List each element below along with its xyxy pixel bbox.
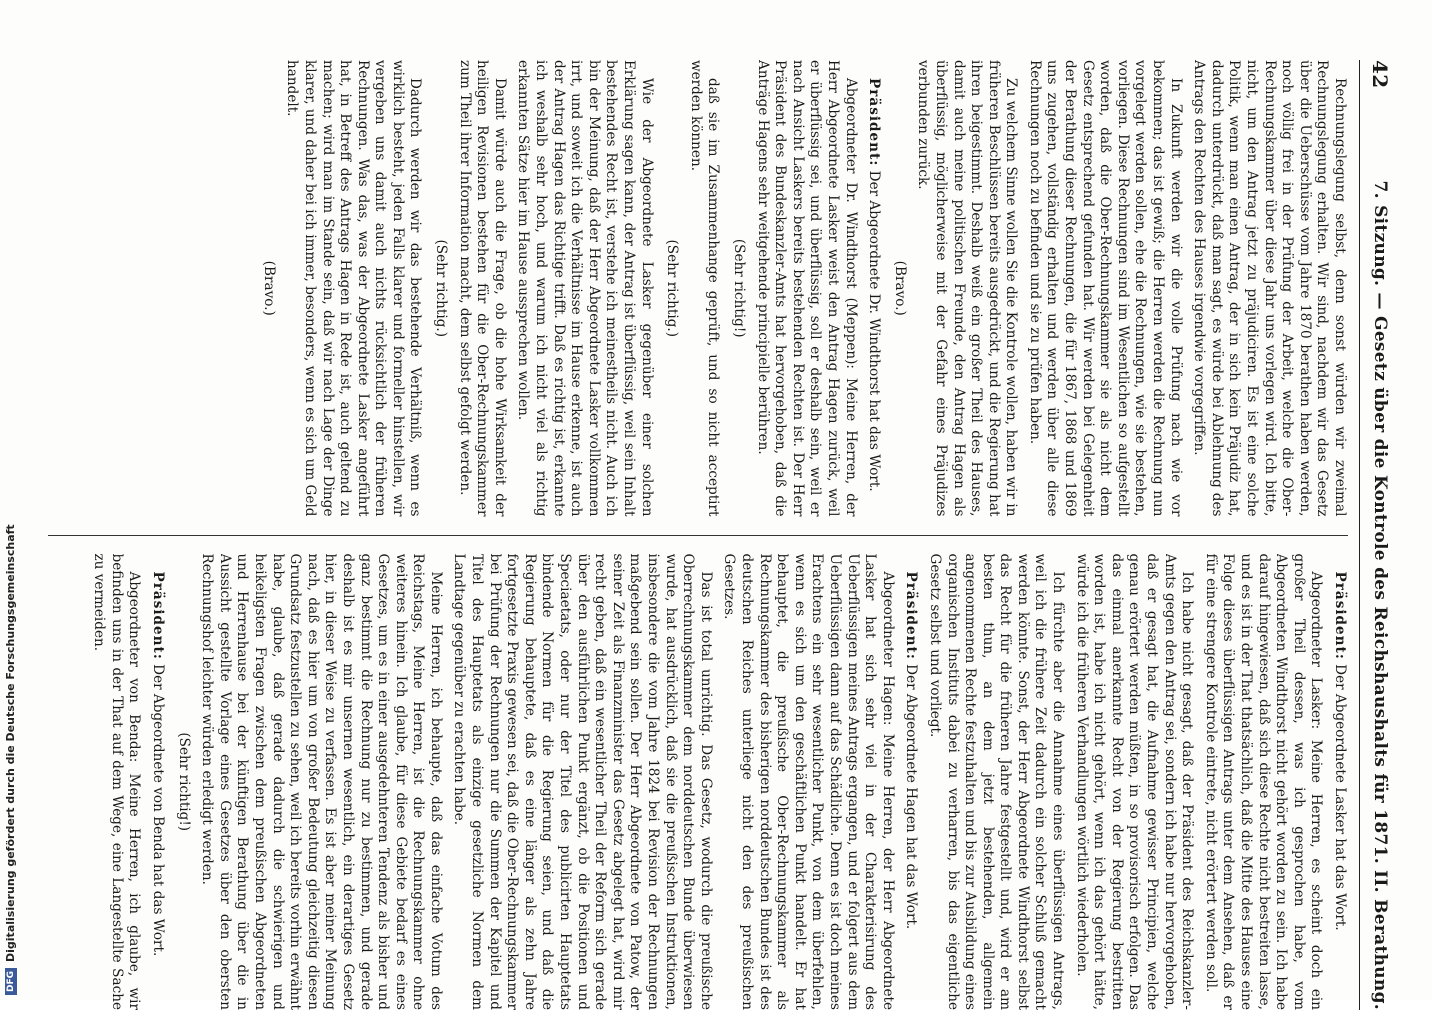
paragraph — [1330, 554, 1348, 1010]
interjection: (Sehr richtig!) — [729, 60, 747, 517]
paragraph: Zu welchem Sinne wollen Sie die Kontrole wollen, haben wir in früheren Beschlüssen bereits ausgedrückt, und die Regierung hat ihren beigestimmt. Deshalb weiß ein großer Theil des Hauses, damit auch meine politischen Freunde, den Antrag Hagen als überflüssig, möglicherweise mit der Gefahr eines Präjudizes verbunden zurück. — [914, 60, 1020, 517]
dfg-logo: DFG — [5, 968, 17, 995]
footer-credit — [4, 10, 22, 1000]
speaker-label: Präsident: — [1332, 572, 1348, 660]
interjection: (Bravo.) — [259, 60, 277, 517]
paragraph — [902, 554, 920, 1010]
page-number: 42 — [1368, 60, 1392, 88]
paragraph: Meine Herren, ich behaupte, daß das einfache Votum des Reichstags, Meine Herren, ist die Rechnungskammer ohne weiteres hinein. Ich glaube, für diese Gebiete bedarf es eines Gesetzes, um es in einer ausgedehnteren Tendenz als bisher und ganz bestimmt die Rechnung nur zu bestimmen, und gerade deshalb ist es mir unsernen wesentlich, ein derartiges Gesetz hier, in dieser Weise zu verfassen. Es ist aber meiner Meinung nach, daß es hier um von großer Bedeutung gleichzeitig diesen Grundsatz festzustellen zu sehen, weil ich bereits vorhin erwähnt habe, glaube, daß gerade dadurch die schwierigen und heikeligsten Fragen zwischen dem preußischen Abgeordneten und Herrenhause bei der künftigen Berathung über die in Aussicht gestellte Vorlage eines Gesetzes über den obersten Rechnungshof leichter würden erledigt werden. — [198, 554, 444, 1010]
paragraph: Abgeordneter von Benda: Meine Herren, ich glaube, wir befinden uns in der That auf dem Wege, eine Langestellte Sache zu vermeiden. — [90, 554, 143, 1010]
paragraph: Dadurch werden wir das bestehende Verhältniß, wenn es wirklich besteht, jeden Falls klarer und formeller hinstellen, wir vergeben uns damit auch nichts rücksichtlich der früheren Rechnungen. Was das, was der Abgeordnete Lasker angeführt hat, in Betreff des Antrags Hagen in Rede ist, auch geltend zu machen; wird man im Stande sein, daß wir nach Lage der Dinge klarer, und daher bei ich immer, besonders, wenn es sich um Geld handelt. — [283, 60, 424, 517]
paragraph: Abgeordneter Hagen: Meine Herren, der Herr Abgeordnete Lasker hat sich sehr viel in der Charakterisirung des Ueberflüssigen meines Antrags ergangen, und er folgert aus dem Ueberflüssigen dann auf das Schädliche. Denn es ist doch meines Erachtens ein sehr wesentlicher Punkt, von dem überfehlen, wenn es sich um den geschäftlichen Punkt handelt. Er hat behauptet, die preußische Ober-Rechnungskammer als Rechnungskammer des bisherigen norddeutschen Bundes ist des deutschen Reiches unterliege nicht den des preußischen Gesetzes. — [720, 554, 896, 1010]
paragraph-text: Der Abgeordnete Dr. Windthorst hat das Wort. — [866, 166, 882, 491]
paragraph — [148, 554, 166, 1010]
right-column — [48, 554, 1348, 1010]
column-divider — [48, 535, 1348, 536]
paragraph-text: Der Abgeordnete Hagen hat das Wort. — [903, 660, 919, 929]
text-columns — [48, 60, 1348, 1010]
speaker-label: Präsident: — [150, 572, 166, 660]
paragraph: Abgeordneter Dr. Windthorst (Meppen): Meine Herren, der Herr Abgeordnete Lasker weist den Antrag Hagen zurück, weil er überflüssig sei, und überflüssig, soll er deshalb sein, weil er nach Ansicht Laskers bereits bestehenden Rechten ist. Der Herr Präsident des Bundeskanzler-Amts hat hervorgehoben, daß die Anträge Hagens sehr weitgehende principielle berühren. — [753, 60, 859, 517]
page-header — [1359, 60, 1400, 1010]
paragraph — [865, 60, 883, 517]
paragraph: Rechnungslegung selbst, denn sonst würden wir zweimal Rechnungslegung erhalten. Wir sind, nachdem wir das Gesetz über die Ueberschüsse vom Jahre 1870 berathen haben werden, noch völlig frei in der Prüfung der Arbeit, welche die Ober-Rechnungskammer über diese Jahr uns vorlegen wird. Ich bitte, nicht, um den Antrag jetzt zu präjudiciren. Es ist eine solche Politik, wenn man einen Antrag, der in sich kein Präjudiz hat, dadurch unterdrückt, daß man sagt, es würde bei Ablehnung des Antrags den Rechten des Hauses irgendwie vorgegriffen. — [1190, 60, 1348, 517]
interjection: (Sehr richtig.) — [432, 60, 450, 517]
speaker-label: Präsident: — [903, 572, 919, 660]
speaker-label: Präsident: — [866, 78, 882, 166]
printed-page-rotated — [40, 60, 1400, 1010]
paragraph: Damit würde auch die Frage, ob die hohe Wirksamkeit der heiligen Revisionen bestehen für die Ober-Rechnungskammer zum Theil ihrer Information macht, dem selbst gefolgt werden. — [455, 60, 508, 517]
paragraph: Wie der Abgeordnete Lasker gegenüber einer solchen Erklärung sagen kann, der Antrag ist überflüssig, weil sein Inhalt bestehendes Recht ist, verstehe ich meinestheils nicht. Auch ich bin der Meinung, daß der Herr Abgeordnete Lasker vollkommen irrt, und soweit ich die Verhältnisse im Hause erkenne, ist auch der Antrag Hagen das Richtige trifft. Daß es richtig ist, erkannte ich weshalb sehr hoch, und warum ich nicht viel als richtig erkannten Sätze hier im Hause aussprechen wollen. — [514, 60, 655, 517]
footer-text: Digitalisierung gefördert durch die Deutsche Forschungsgemeinschaft — [4, 524, 17, 962]
paragraph: Ich fürchte aber die Annahme eines überflüssigen Antrags, weil ich die frühere Zeit dadurch ein solcher Schluß gemacht werden könnte. Sonst, der Herr Abgeordnete Windthorst selbst das Recht für die früheren Jahre festgestellt und, wird er am besten thun, an dem jetzt bestehenden, allgemein angenommenen Rechte festzuhalten und bis zur Ausbildung eines organischen Instituts dabei zu verharren, bis das eigentliche Gesetz selbst und vorliegt. — [925, 554, 1066, 1010]
interjection: (Bravo.) — [890, 60, 908, 517]
paragraph: Das ist total unrichtig. Das Gesetz, wodurch die preußische Oberrechnungskammer dem norddeutschen Bunde überwiesen wurde, hat ausdrücklich, daß sie die preußischen Instruktionen, insbesondere die vom Jahre 1824 bei Revision der Rechnungen maßgebend sein sollen. Der Herr Abgeordnete von Patow, der seiner Zeit als Finanzminister das Gesetz abgelegt hat, wird mir recht geben, daß ein wesentlicher Theil der Reform sich gerade über den ausführlichen Punkt ergänzt, ob die Positionen und Speciaetats, oder nur der Titel des publicirten Hauptetats bindende Normen für die Regierung seien, und daß die Regierung behauptete, daß es eine länger als zehn Jahre fortgesetzte Praxis gewesen sei, daß die Ober-Rechnungskammer bei Prüfung der Rechnungen nur die Summen der Kapitel und Titel des Hauptetats als einzige gesetzliche Normen dem Landtage gegenüber zu erachten habe. — [450, 554, 714, 1010]
interjection: (Sehr richtig!) — [174, 554, 192, 1010]
paragraph-text: Der Abgeordnete von Benda hat das Wort. — [150, 660, 166, 956]
interjection: (Sehr richtig.) — [663, 60, 681, 517]
paragraph: In Zukunft werden wir die volle Prüfung nach wie vor bekommen; das ist gewiß; die Herren werden die Rechnung nun vorgelegt werden sollen, ehe die Rechnungen, wie sie bestehen, vorliegen. Diese Rechnungen sind im Wesentlichen so aufgestellt worden, daß die Ober-Rechnungskammer sie als nicht dem Gesetz entsprechend gefunden hat. Wir werden bei Gelegenheit der Berathung dieser Rechnungen, die für 1867, 1868 und 1869 uns zugehen, vollständig erhalten und werden über alle diese Rechnungen noch zu befinden und sie zu prüfen haben. — [1025, 60, 1183, 517]
running-title: 7. Sitzung. — Gesetz über die Kontrole des Reichshaushalts für 1871. II. Berathung. — [1370, 181, 1390, 1010]
paragraph: Abgeordneter Lasker: Meine Herren, es scheint doch ein großer Theil dessen, was ich gesprochen habe, vom Abgeordneten Windthorst nicht gehört worden zu sein. Ich habe darauf hingewiesen, daß sich diese Rechte nicht bestreiten lasse, und es ist in der That thatsächlich, daß die Mitte des Hauses eine Folge dieses überflüssigen Antrags unter dem Ansehen, daß er für eine strengere Kontrole eintrete, nicht erörtert werden soll. — [1201, 554, 1324, 1010]
paragraph: daß sie im Zusammenhange geprüft, und so nicht acceptirt werden können. — [686, 60, 721, 517]
paragraph-text: Der Abgeordnete Lasker hat das Wort. — [1332, 660, 1348, 931]
paragraph: Ich habe nicht gesagt, daß der Präsident des Reichskanzler-Amts gegen den Antrag sei, sondern ich habe nur hervorgehoben, daß er gesagt hat, die Aufnahme gewisser Principien, welche genau erörtert werden müßten, in so provisorisch erfolgen. Das das einmal anerkannte Recht von der Regierung bestritten worden ist, habe ich nicht gehört, wenn ich das gehört hätte, würde ich die früheren Verhandlungen wörtlich wiederholen. — [1072, 554, 1195, 1010]
left-column — [48, 60, 1348, 517]
